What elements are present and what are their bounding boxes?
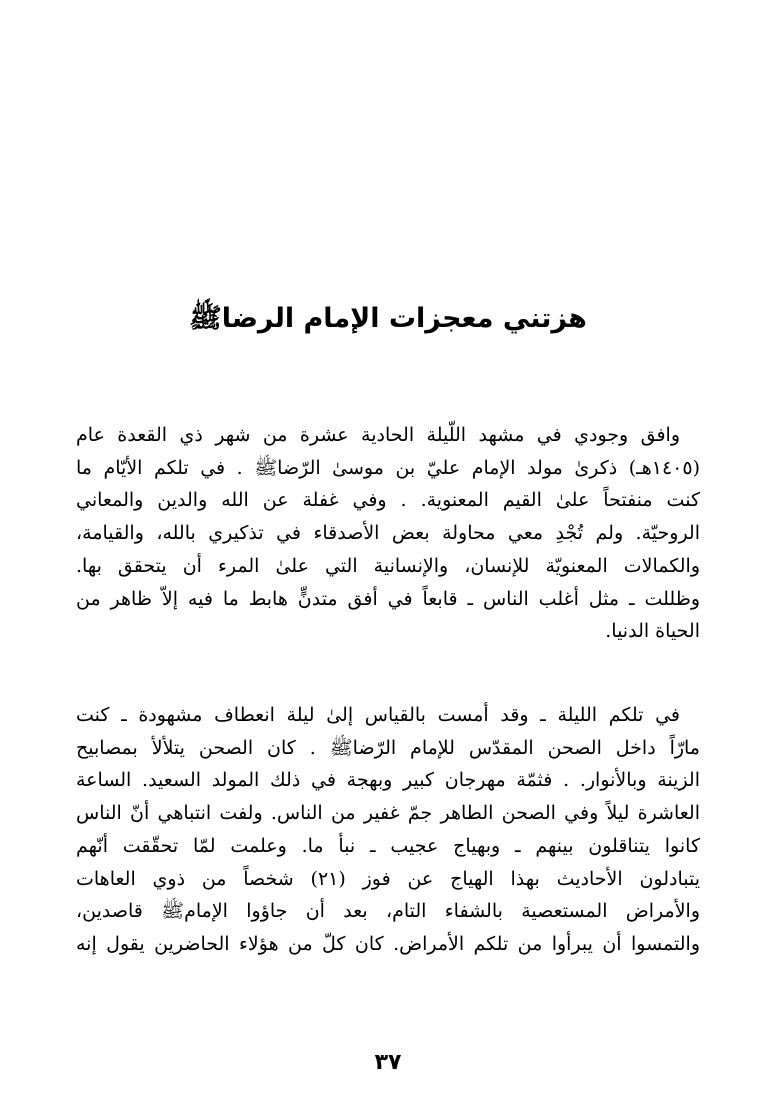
text-line: والتمسوا أن يبرأوا من تلكم الأمراض. كان كلّ من هؤلاء الحاضرين يقول إنه: [76, 932, 700, 955]
text-line: العاشرة ليلاً وفي الصحن الطاهر جمّ غفير من الناس. ولفت انتباهي أنّ الناس: [76, 802, 700, 825]
text-line: (١٤٠٥هـ) ذكرىٰ مولد الإمام عليّ بن موسىٰ الرّضاﷺ . في تلكم الأيّام ما: [76, 456, 700, 479]
text-line: الروحيّة. ولم تُجْدِ معي محاولة بعض الأصدقاء في تذكيري بالله، والقيامة،: [76, 522, 700, 545]
text-line: الزينة وبالأنوار. . فثمّة مهرجان كبير وبهجة في ذلك المولد السعيد. الساعة: [76, 769, 700, 792]
page-number: ٣٧: [374, 1050, 402, 1075]
chapter-title: هزتني معجزات الإمام الرضاﷺ: [189, 303, 587, 334]
text-line: والأمراض المستعصية بالشفاء التام، بعد أن جاؤوا الإمامﷺ قاصدين،: [76, 900, 700, 923]
text-line: الحياة الدنيا.: [605, 620, 700, 643]
text-line: كانوا يتناقلون بينهم ـ وبهياج عجيب ـ نبأ ما. وعلمت لمّا تحقّقت أنّهم: [76, 834, 700, 857]
text-line: وظللت ـ مثل أغلب الناس ـ قابعاً في أفق متدنٍّ هابط ما فيه إلاّ ظاهر من: [76, 587, 700, 610]
text-line: مارّاً داخل الصحن المقدّس للإمام الرّضاﷺ . كان الصحن يتلألأ بمصابيح: [76, 736, 700, 759]
text-line: والكمالات المعنويّة للإنسان، والإنسانية التي علىٰ المرء أن يتحقق بها.: [76, 554, 700, 577]
text-line: يتبادلون الأحاديث بهذا الهياج عن فوز (٢١) شخصاً من ذوي العاهات: [76, 867, 701, 890]
text-line: كنت منفتحاً علىٰ القيم المعنوية. . وفي غفلة عن الله والدين والمعاني: [76, 489, 700, 512]
paragraph-2: [76, 699, 700, 961]
text-line: في تلكم الليلة ـ وقد أمست بالقياس إلىٰ ليلة انعطاف مشهودة ـ كنت: [76, 704, 680, 726]
text-line: وافق وجودي في مشهد اللّيلة الحادية عشرة من شهر ذي القعدة عام: [76, 424, 680, 446]
paragraph-1: [76, 419, 700, 648]
